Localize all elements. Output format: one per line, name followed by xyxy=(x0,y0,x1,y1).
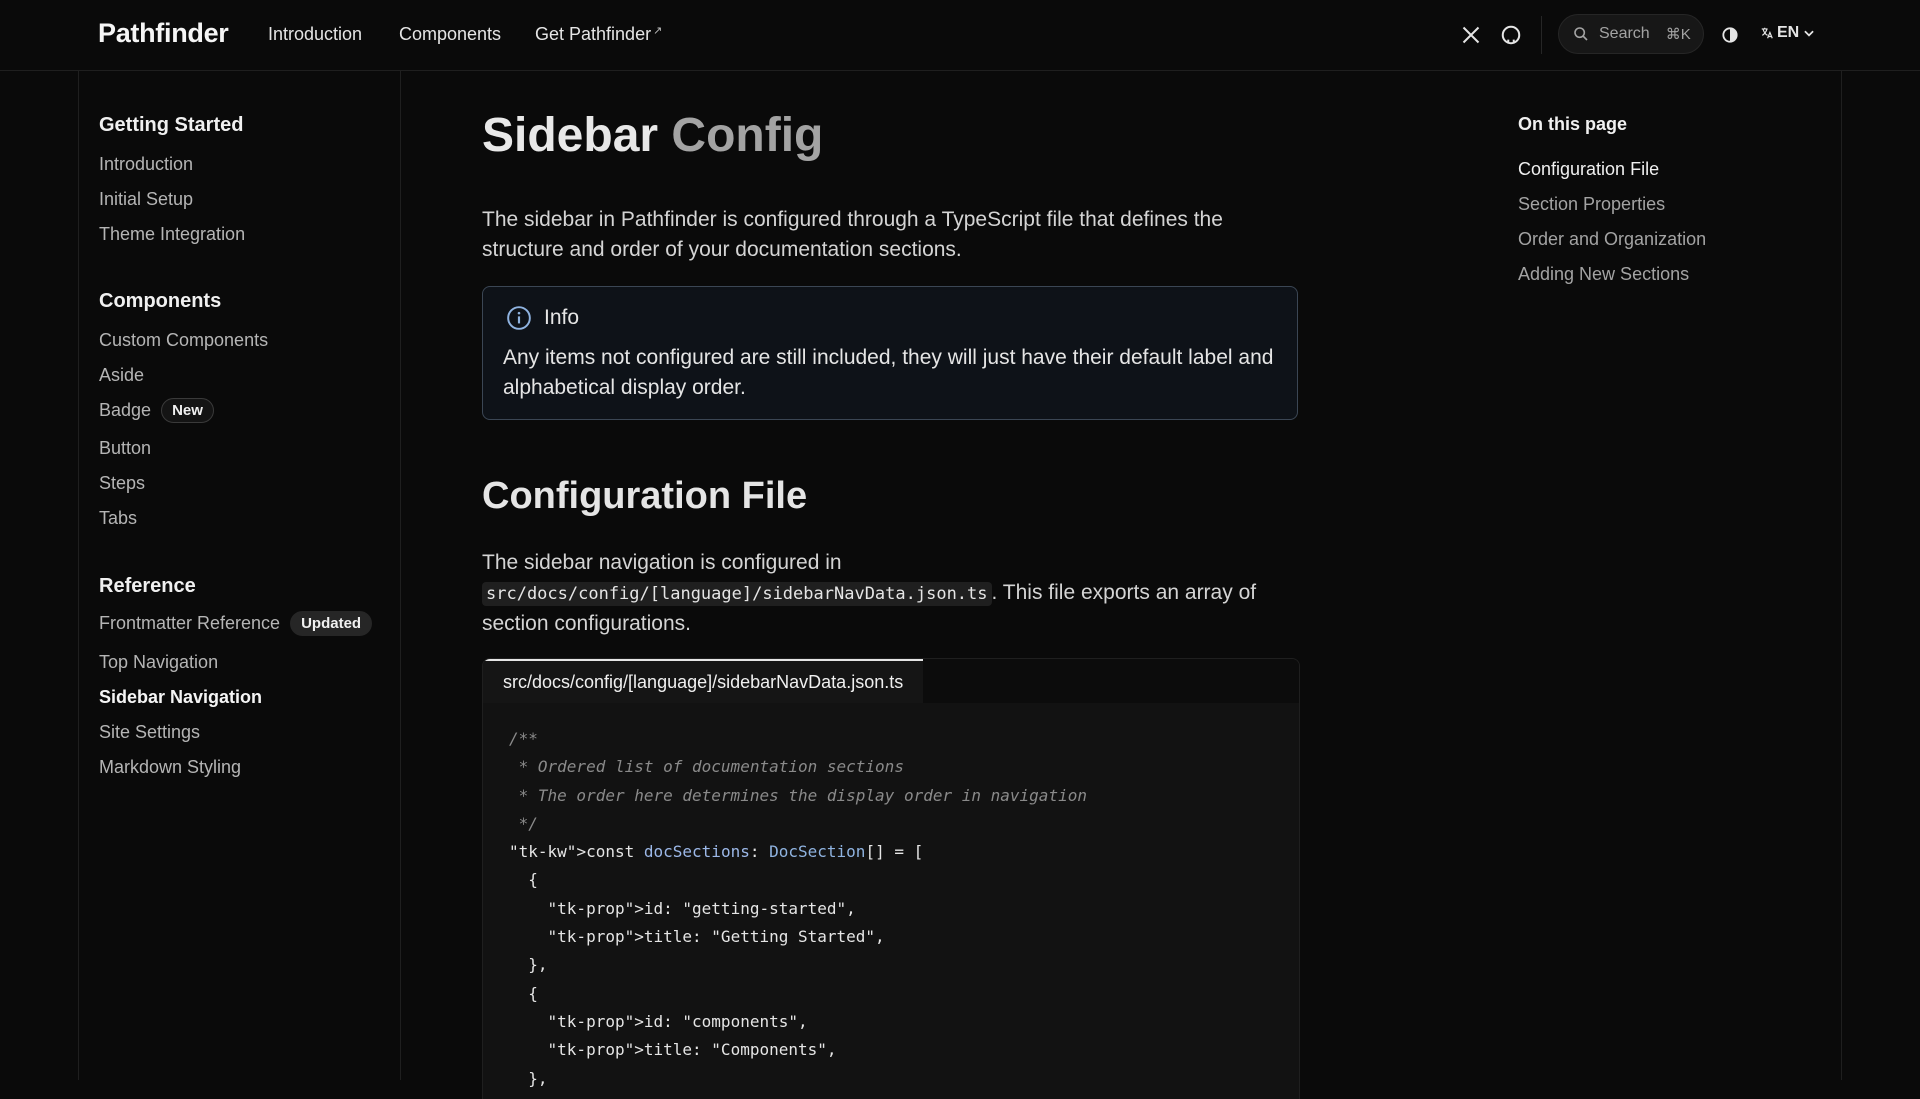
new-badge: New xyxy=(161,398,214,423)
top-navigation xyxy=(0,0,1920,71)
nav-introduction[interactable]: Introduction xyxy=(268,24,363,44)
translate-icon xyxy=(1760,26,1774,40)
external-link-icon: ↗ xyxy=(653,25,663,37)
info-callout xyxy=(482,286,1298,420)
code-line: }, xyxy=(509,955,548,975)
code-line: { xyxy=(509,983,538,1003)
chevron-down-icon xyxy=(1802,26,1816,40)
sidebar-item-custom-components[interactable]: Custom Components xyxy=(99,330,269,350)
nav-get-pathfinder-label: Get Pathfinder xyxy=(535,24,652,44)
section-heading: Configuration File xyxy=(482,475,808,517)
nav-components[interactable]: Components xyxy=(399,24,502,44)
sidebar-item-aside[interactable]: Aside xyxy=(99,365,145,385)
code-line: * Ordered list of documentation sections xyxy=(509,757,904,777)
sidebar-section-title: Getting Started xyxy=(99,114,244,136)
toc-title: On this page xyxy=(1518,114,1628,134)
search-button[interactable] xyxy=(1558,14,1704,54)
code-block xyxy=(482,658,1300,1099)
config-text-before: The sidebar navigation is configured in xyxy=(482,551,842,574)
info-title: Info xyxy=(544,306,580,329)
search-icon xyxy=(1573,26,1589,42)
page-title-part2: Config xyxy=(671,109,824,162)
intro-paragraph: The sidebar in Pathfinder is configured through a TypeScript file that defines the structure and order of your documentation sections. xyxy=(482,208,1223,261)
sidebar-item-markdown-styling[interactable]: Markdown Styling xyxy=(99,757,242,777)
header-divider xyxy=(1541,16,1542,54)
toc-item-order-and-organization[interactable]: Order and Organization xyxy=(1518,229,1707,249)
language-code: EN xyxy=(1777,24,1800,41)
nav-get-pathfinder[interactable] xyxy=(535,24,662,45)
info-body: Any items not configured are still included, they will just have their default label and alphabetical display order. xyxy=(503,346,1274,399)
sidebar-item-site-settings[interactable]: Site Settings xyxy=(99,722,201,742)
toc-item-configuration-file[interactable]: Configuration File xyxy=(1518,159,1660,179)
sidebar-item-sidebar-navigation[interactable]: Sidebar Navigation xyxy=(99,687,263,707)
sidebar-item-frontmatter-reference[interactable] xyxy=(99,611,372,636)
sidebar-item-initial-setup[interactable]: Initial Setup xyxy=(99,189,194,209)
code-line: * The order here determines the display order in navigation xyxy=(509,785,1087,805)
code-line: "tk-prop">title: "Components", xyxy=(547,1040,837,1060)
code-tab-bar xyxy=(483,659,1299,703)
code-line: "tk-prop">id: "components", xyxy=(547,1011,808,1031)
code-line: /** xyxy=(509,729,538,748)
theme-toggle-icon[interactable] xyxy=(1716,21,1744,49)
x-logo-icon[interactable] xyxy=(1457,21,1485,49)
sidebar-section-title: Components xyxy=(99,290,222,312)
layout-guide-left xyxy=(78,0,79,1080)
sidebar-item-button[interactable]: Button xyxy=(99,438,152,458)
language-selector[interactable] xyxy=(1760,24,1816,42)
github-icon[interactable] xyxy=(1497,21,1525,49)
sidebar-divider xyxy=(400,70,401,1080)
sidebar-section-title: Reference xyxy=(99,575,196,597)
code-line: "tk-kw">const docSections: DocSection[] = [ xyxy=(509,842,924,862)
code-line: "tk-prop">id: "getting-started", xyxy=(547,898,856,918)
page-title xyxy=(482,108,823,163)
code-line: { xyxy=(509,870,538,890)
code-content xyxy=(483,703,1299,1099)
layout-guide-right xyxy=(1841,0,1842,1080)
toc-item-section-properties[interactable]: Section Properties xyxy=(1518,194,1666,214)
updated-badge: Updated xyxy=(290,611,372,636)
search-placeholder: Search xyxy=(1599,25,1650,42)
page-title-part1: Sidebar xyxy=(482,109,659,162)
info-icon xyxy=(506,305,532,331)
code-line: */ xyxy=(509,813,538,833)
code-line: }, xyxy=(509,1068,548,1088)
code-file-tab[interactable]: src/docs/config/[language]/sidebarNavData.json.ts xyxy=(483,659,923,703)
sidebar-item-steps[interactable]: Steps xyxy=(99,473,146,493)
search-shortcut: ⌘K xyxy=(1665,26,1691,43)
sidebar-item-label: Frontmatter Reference xyxy=(99,613,281,633)
sidebar-item-label: Badge xyxy=(99,400,152,420)
sidebar-item-tabs[interactable]: Tabs xyxy=(99,508,138,528)
brand-logo[interactable]: Pathfinder xyxy=(98,18,229,48)
sidebar-item-badge[interactable] xyxy=(99,398,214,423)
config-path-code: src/docs/config/[language]/sidebarNavData.json.ts xyxy=(482,582,992,606)
config-text-after: . This file exports an array of section configurations. xyxy=(482,581,1257,635)
code-line: "tk-prop">title: "Getting Started", xyxy=(547,927,885,947)
config-paragraph xyxy=(482,548,1300,639)
sidebar-item-theme-integration[interactable]: Theme Integration xyxy=(99,224,246,244)
toc-item-adding-new-sections[interactable]: Adding New Sections xyxy=(1518,264,1690,284)
sidebar-item-introduction[interactable]: Introduction xyxy=(99,154,194,174)
sidebar-item-top-navigation[interactable]: Top Navigation xyxy=(99,652,219,672)
